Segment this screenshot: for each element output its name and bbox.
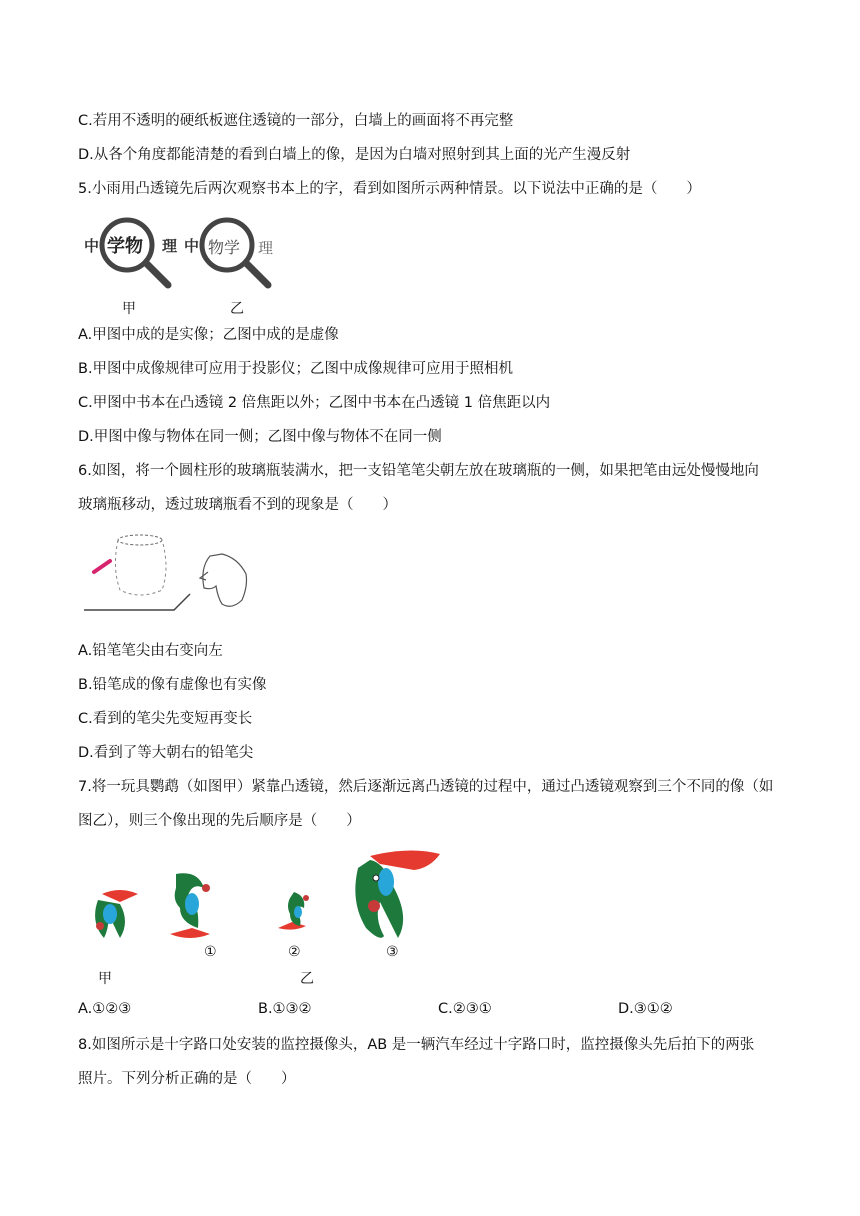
q4-option-d: D.从各个角度都能清楚的看到白墙上的像，是因为白墙对照射到其上面的光产生漫反射 [78,147,631,163]
q7-option-c: C.②③① [438,1001,492,1017]
q7-options [78,1001,798,1017]
fig5-caption-jia: 甲 [122,301,136,317]
question-7-line2: 图乙），则三个像出现的先后顺序是（ ） [78,813,361,829]
q6-option-c: C.看到的笔尖先变短再变长 [78,711,253,727]
question-8-line1: 8.如图所示是十字路口处安装的监控摄像头，AB 是一辆汽车经过十字路口时，监控摄像头先后拍下的两张 [78,1037,755,1053]
fig7-label-2: ② [288,944,301,960]
q6-option-d: D.看到了等大朝右的铅笔尖 [78,745,254,761]
fig5-left-char-b: 理 [162,237,178,255]
figure-7-parrots [80,842,460,962]
question-7-line1: 7.将一玩具鹦鹉（如图甲）紧靠凸透镜，然后逐渐远离凸透镜的过程中，通过凸透镜观察到三个不同的像（如 [78,779,774,795]
q5-option-a: A.甲图中成的是实像；乙图中成的是虚像 [78,327,339,343]
q7-option-a: A.①②③ [78,1001,132,1017]
figure-6-bottle-pencil [82,528,262,628]
fig7-caption-jia: 甲 [98,971,112,987]
fig7-caption-yi: 乙 [300,971,314,987]
parrot-original [95,890,138,938]
fig5-right-char-b: 理 [258,239,274,257]
q4-option-c: C.若用不透明的硬纸板遮住透镜的一部分，白墙上的画面将不再完整 [78,113,514,129]
q6-option-a: A.铅笔笔尖由右变向左 [78,643,223,659]
parrot-image-2 [278,892,309,930]
q5-option-b: B.甲图中成像规律可应用于投影仪；乙图中成像规律可应用于照相机 [78,361,514,377]
fig5-caption-yi: 乙 [230,301,244,317]
fig7-label-3: ③ [386,944,399,960]
parrot-image-3 [355,850,440,938]
fig5-left-char-a: 中 [84,237,100,255]
question-8-line2: 照片。下列分析正确的是（ ） [78,1071,296,1087]
fig5-right-lens-text: 物学 [208,238,241,257]
question-5: 5.小雨用凸透镜先后两次观察书本上的字，看到如图所示两种情景。以下说法中正确的是（ ） [78,181,701,197]
fig5-left-lens-text: 学物 [107,236,143,257]
parrot-image-1 [170,873,210,938]
figure-5-magnifiers [80,215,300,315]
q6-option-b: B.铅笔成的像有虚像也有实像 [78,677,267,693]
question-6-line1: 6.如图，将一个圆柱形的玻璃瓶装满水，把一支铅笔笔尖朝左放在玻璃瓶的一侧，如果把笔由远处慢慢地向 [78,463,759,479]
q5-option-c: C.甲图中书本在凸透镜 2 倍焦距以外；乙图中书本在凸透镜 1 倍焦距以内 [78,395,551,411]
question-6-line2: 玻璃瓶移动，透过玻璃瓶看不到的现象是（ ） [78,497,397,513]
q5-option-d: D.甲图中像与物体在同一侧；乙图中像与物体不在同一侧 [78,429,442,445]
fig7-label-1: ① [204,944,217,960]
q7-option-b: B.①③② [258,1001,312,1017]
pencil [94,561,110,572]
fig5-right-char-a: 中 [184,237,200,255]
q7-option-d: D.③①② [618,1001,673,1017]
